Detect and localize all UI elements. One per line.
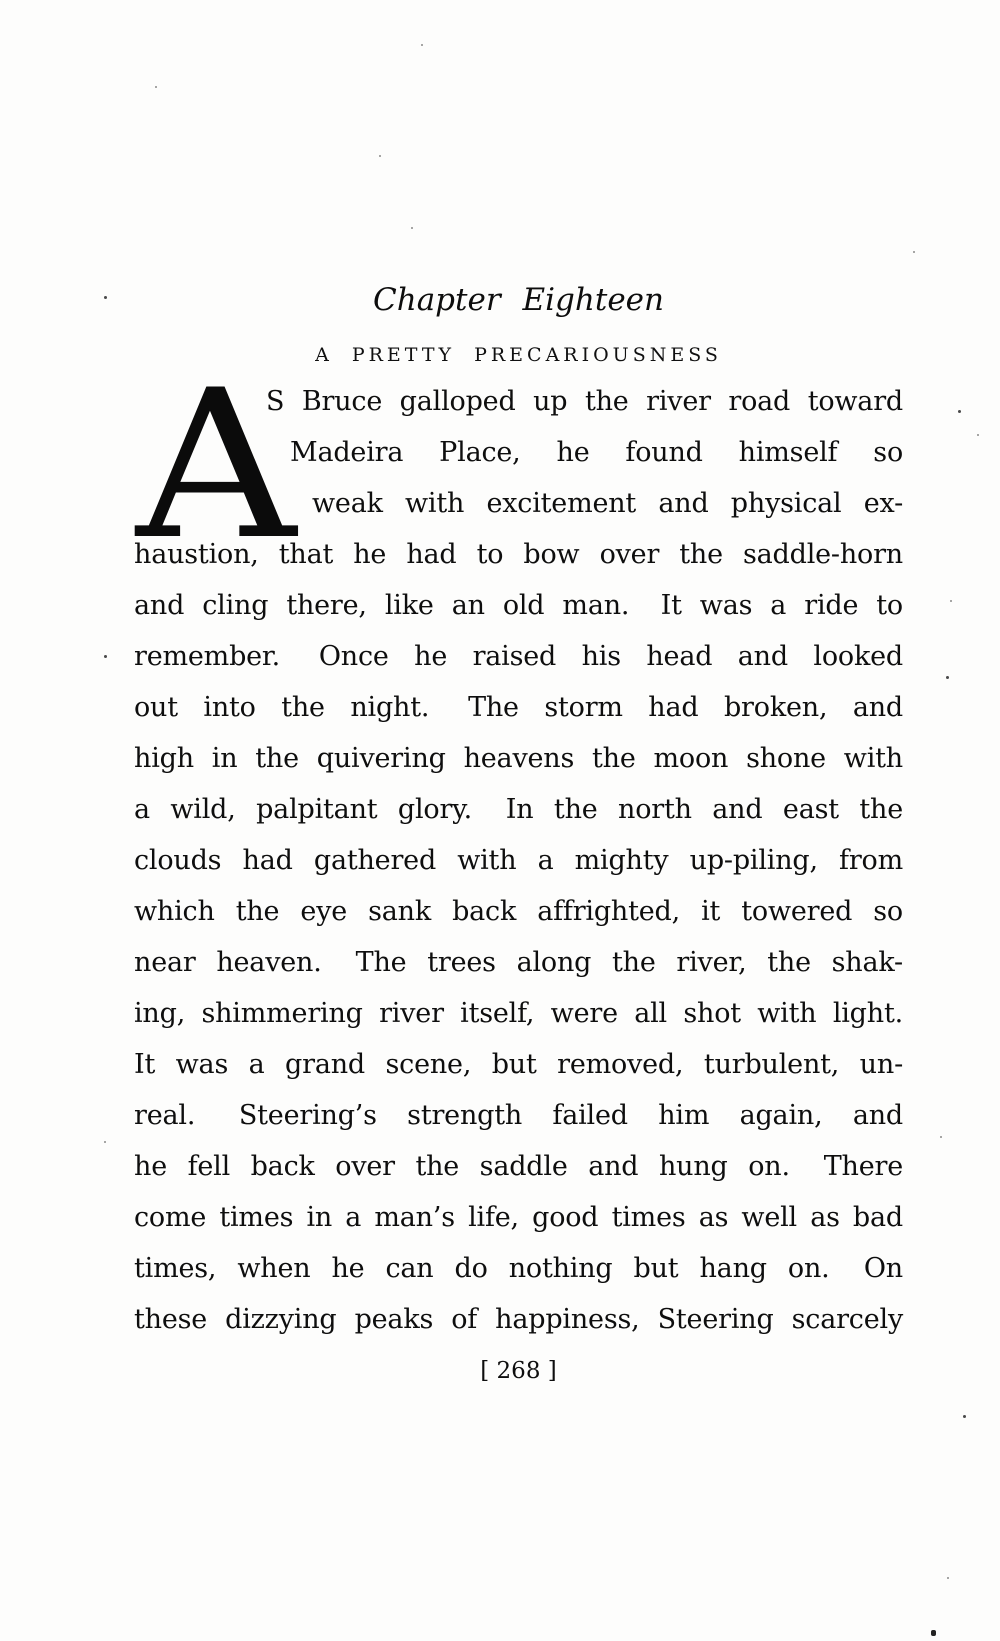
- body-line: these dizzying peaks of happiness, Steering scarcely: [134, 1304, 903, 1335]
- body-line: It was a grand scene, but removed, turbulent, un-: [134, 1049, 903, 1080]
- scan-speck: [946, 676, 949, 679]
- body-line: S Bruce galloped up the river road toward: [266, 386, 903, 417]
- body-line: out into the night. The storm had broken, and: [134, 692, 903, 723]
- scan-speck: [913, 251, 915, 253]
- body-line: real. Steering’s strength failed him again, and: [134, 1100, 903, 1131]
- scan-speck: [104, 296, 107, 299]
- body-line: clouds had gathered with a mighty up-piling, from: [134, 845, 903, 876]
- scan-speck: [940, 1136, 942, 1138]
- scan-speck: [379, 155, 381, 157]
- body-line: remember. Once he raised his head and looked: [134, 641, 903, 672]
- page-number: [ 268 ]: [480, 1358, 557, 1384]
- section-title: A PRETTY PRECARIOUSNESS: [315, 344, 722, 366]
- scan-speck: [411, 227, 413, 229]
- scan-speck: [421, 44, 423, 46]
- scan-speck: [155, 86, 157, 88]
- scan-speck: [958, 410, 961, 413]
- drop-cap: A: [136, 347, 296, 585]
- body-line: near heaven. The trees along the river, the shak-: [134, 947, 903, 978]
- body-line: times, when he can do nothing but hang on. On: [134, 1253, 903, 1284]
- scan-speck: [963, 1415, 966, 1418]
- chapter-title: Chapter Eighteen: [373, 282, 664, 318]
- scan-speck: [931, 1630, 936, 1636]
- body-line: ing, shimmering river itself, were all shot with light.: [134, 998, 903, 1029]
- scan-speck: [104, 1141, 106, 1143]
- scan-speck: [950, 600, 952, 602]
- body-line: haustion, that he had to bow over the saddle-horn: [134, 539, 903, 570]
- scan-speck: [947, 1577, 949, 1579]
- scan-speck: [104, 655, 107, 658]
- body-line: Madeira Place, he found himself so: [290, 437, 903, 468]
- body-line: and cling there, like an old man. It was a ride to: [134, 590, 903, 621]
- body-line: high in the quivering heavens the moon shone with: [134, 743, 903, 774]
- scan-speck: [977, 434, 979, 436]
- body-line: a wild, palpitant glory. In the north and east the: [134, 794, 903, 825]
- body-line: he fell back over the saddle and hung on. There: [134, 1151, 903, 1182]
- body-line: which the eye sank back affrighted, it towered so: [134, 896, 903, 927]
- body-line: come times in a man’s life, good times as well as bad: [134, 1202, 903, 1233]
- body-line: weak with excitement and physical ex-: [312, 488, 903, 519]
